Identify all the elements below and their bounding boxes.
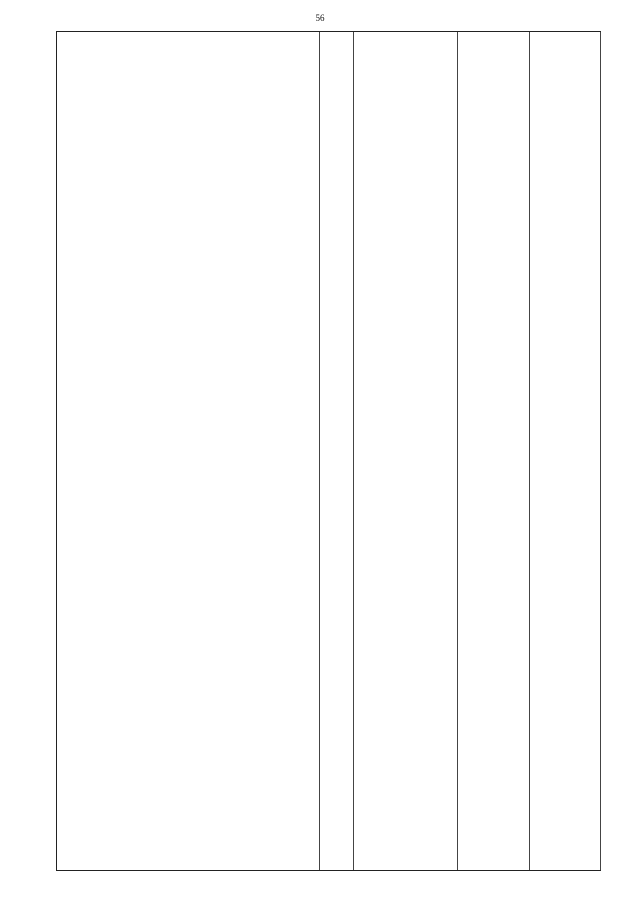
column-divider [529,32,530,870]
budget-table [56,31,601,871]
column-divider [353,32,354,870]
column-divider [457,32,458,870]
column-divider [319,32,320,870]
page-number: 56 [315,13,325,23]
column-divider [600,32,601,870]
